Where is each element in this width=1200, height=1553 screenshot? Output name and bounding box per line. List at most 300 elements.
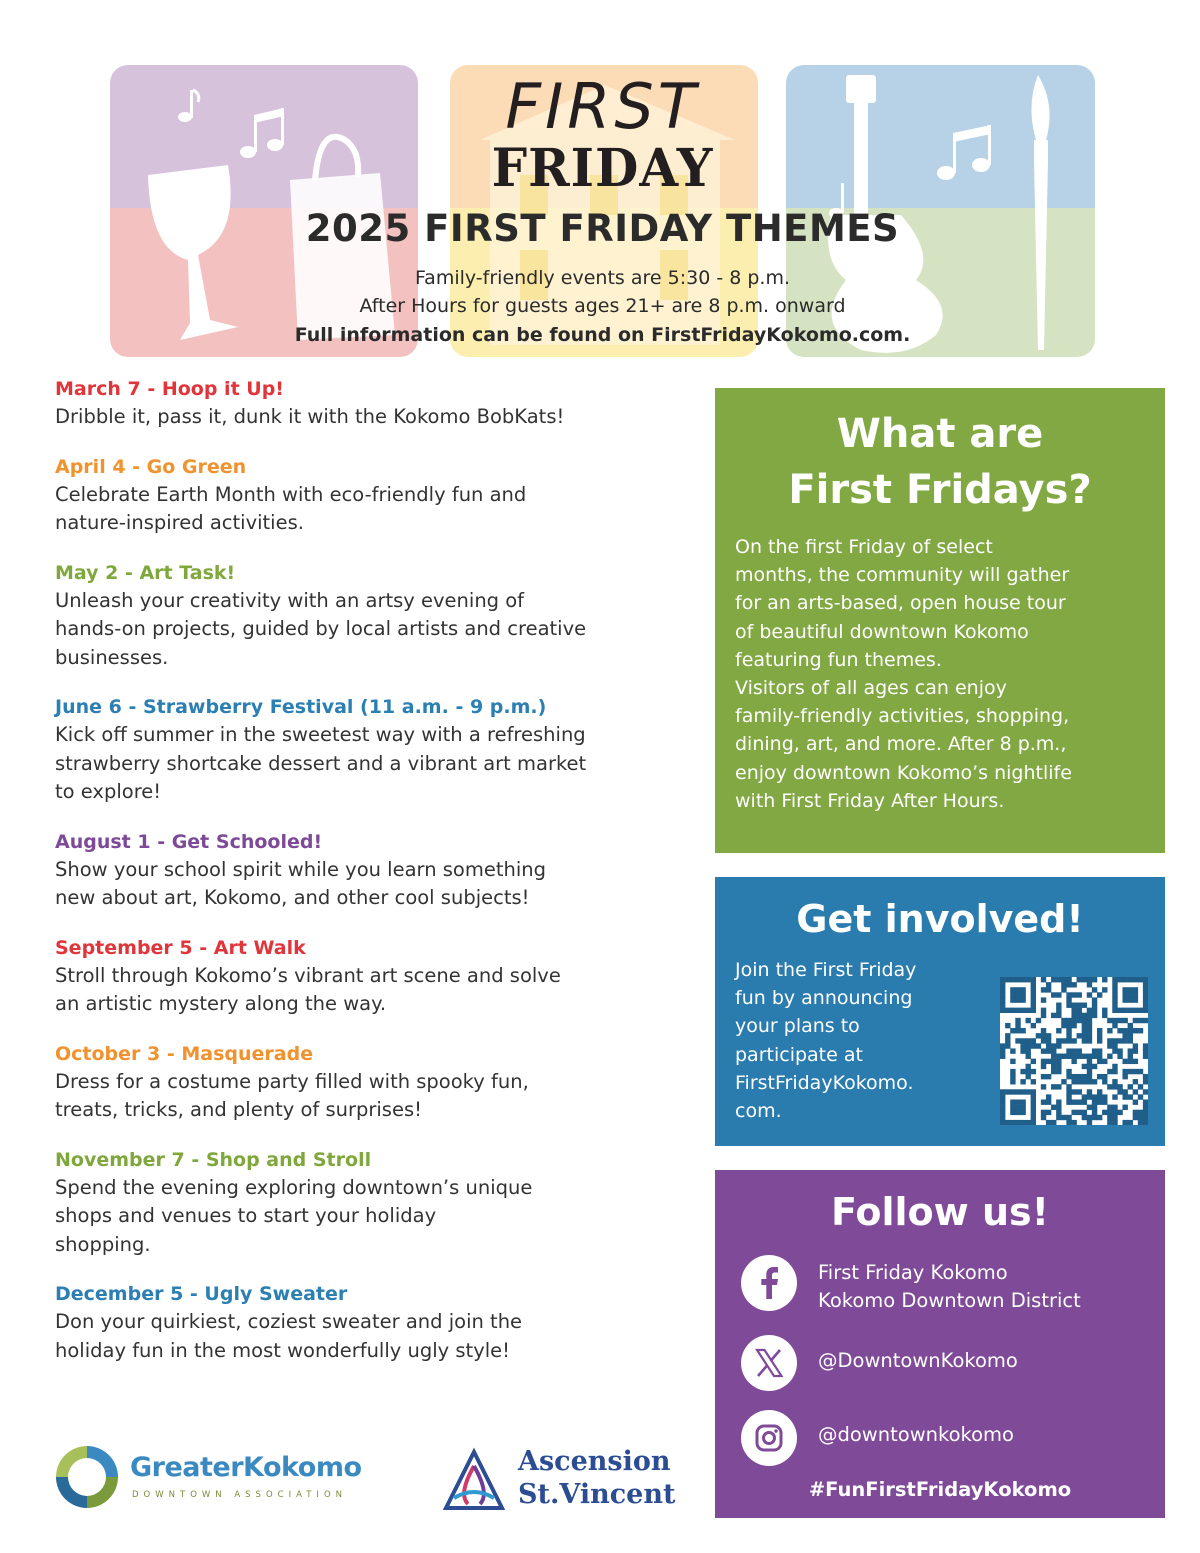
qr-module [1097, 1115, 1102, 1120]
qr-module [1122, 1018, 1127, 1023]
qr-module [1010, 1048, 1015, 1053]
qr-module [1107, 1084, 1112, 1089]
qr-module [1133, 1059, 1138, 1064]
qr-module [1128, 1028, 1133, 1033]
qr-module [1133, 1048, 1138, 1053]
qr-module [1122, 1028, 1127, 1033]
qr-module [1051, 1043, 1056, 1048]
qr-module [1031, 1023, 1036, 1028]
what-body: On the first Friday of select months, the community will gather for an arts-based, open house tour of beautiful downtown Kokomo featuring fun themes. Visitors of all ages can enjoy family-friendly activities, shopping, dining, art, and more. After 8 p.m., enjoy downtown Kokomo’s nightlife with First Friday After Hours. [735, 536, 1072, 812]
qr-module [1082, 1023, 1087, 1028]
qr-module [1128, 977, 1133, 982]
qr-module [1117, 1048, 1122, 1053]
qr-module [1056, 1084, 1061, 1089]
qr-module [1097, 1028, 1102, 1033]
qr-module [1000, 992, 1005, 997]
qr-module [1046, 982, 1051, 987]
qr-module [1000, 987, 1005, 992]
qr-module [1010, 1110, 1015, 1115]
qr-module [1128, 987, 1133, 992]
qr-module [1046, 1094, 1051, 1099]
hashtag: #FunFirstFridayKokomo [808, 1478, 1072, 1501]
qr-module [1133, 1028, 1138, 1033]
qr-module [1102, 1013, 1107, 1018]
qr-module [1051, 1054, 1056, 1059]
qr-module [1071, 1003, 1076, 1008]
qr-module [1041, 1064, 1046, 1069]
qr-module [1097, 1099, 1102, 1104]
event-title: April 4 - Go Green [55, 455, 247, 478]
qr-module [1056, 977, 1061, 982]
qr-module [1138, 1110, 1143, 1115]
qr-module [1077, 1018, 1082, 1023]
qr-module [1112, 1003, 1117, 1008]
qr-module [1066, 1038, 1071, 1043]
logo-first-text: FIRST [505, 70, 700, 143]
event-item [55, 1147, 705, 1260]
qr-module [1010, 1059, 1015, 1064]
qr-module [1112, 1079, 1117, 1084]
qr-module [1026, 1008, 1031, 1013]
qr-module [1000, 1043, 1005, 1048]
qr-module [1133, 1008, 1138, 1013]
qr-module [1041, 1013, 1046, 1018]
qr-module [1102, 1110, 1107, 1115]
qr-module [1143, 1115, 1148, 1120]
qr-module [1041, 1008, 1046, 1013]
qr-module [1031, 1008, 1036, 1013]
event-description: Show your school spirit while you learn something new about art, Kokomo, and other cool subjects! [55, 857, 547, 909]
qr-module [1061, 987, 1066, 992]
qr-module [1117, 1054, 1122, 1059]
qr-module [1092, 1048, 1097, 1053]
qr-module [1107, 1038, 1112, 1043]
qr-module [1128, 1054, 1133, 1059]
qr-module [1056, 1059, 1061, 1064]
instagram-icon[interactable] [741, 1410, 797, 1466]
qr-module [1071, 1048, 1076, 1053]
facebook-name-secondary[interactable]: Kokomo Downtown District [818, 1289, 1081, 1312]
qr-module [1031, 1003, 1036, 1008]
qr-module [1133, 1069, 1138, 1074]
qr-module [1071, 992, 1076, 997]
qr-module [1066, 977, 1071, 982]
qr-module [1046, 1120, 1051, 1125]
qr-module [1143, 1120, 1148, 1125]
qr-module [1112, 987, 1117, 992]
qr-module [1107, 1018, 1112, 1023]
event-item [55, 1041, 705, 1125]
qr-module [1087, 1033, 1092, 1038]
qr-module [1143, 1018, 1148, 1023]
qr-module [1005, 1038, 1010, 1043]
qr-module [1071, 1059, 1076, 1064]
qr-module [1015, 1089, 1020, 1094]
qr-module [1097, 1033, 1102, 1038]
qr-module [1066, 1084, 1071, 1089]
event-item [55, 560, 705, 673]
x-handle[interactable]: @DowntownKokomo [818, 1349, 1018, 1372]
qr-module [1061, 1023, 1066, 1028]
qr-module [1041, 1074, 1046, 1079]
header-banner [110, 65, 1095, 357]
qr-module [1031, 1110, 1036, 1115]
qr-module [1138, 1094, 1143, 1099]
qr-module [1010, 1105, 1015, 1110]
qr-module [1066, 992, 1071, 997]
qr-module [1107, 1069, 1112, 1074]
qr-module [1092, 1054, 1097, 1059]
qr-module [1031, 1094, 1036, 1099]
qr-module [1020, 1008, 1025, 1013]
qr-module [1087, 982, 1092, 987]
qr-module [1077, 1033, 1082, 1038]
qr-module [1092, 1008, 1097, 1013]
qr-module [1122, 1089, 1127, 1094]
qr-module [1041, 1084, 1046, 1089]
qr-module [1122, 1069, 1127, 1074]
qr-module [1087, 1018, 1092, 1023]
qr-module [1026, 1038, 1031, 1043]
qr-module [1087, 1105, 1092, 1110]
qr-module [1061, 1054, 1066, 1059]
logo-friday-text: FRIDAY [491, 136, 714, 199]
qr-module [1015, 1028, 1020, 1033]
event-description: Dribble it, pass it, dunk it with the Kokomo BobKats! [55, 405, 565, 428]
qr-module [1015, 1023, 1020, 1028]
qr-module [1000, 997, 1005, 1002]
qr-module [1122, 1038, 1127, 1043]
qr-module [1010, 1074, 1015, 1079]
qr-module [1026, 1043, 1031, 1048]
qr-module [1000, 1089, 1005, 1094]
qr-module [1117, 1008, 1122, 1013]
qr-module [1077, 1003, 1082, 1008]
qr-module [1087, 1115, 1092, 1120]
qr-module [1010, 987, 1015, 992]
qr-module [1143, 1043, 1148, 1048]
event-title: December 5 - Ugly Sweater [55, 1283, 348, 1305]
qr-module [1087, 1028, 1092, 1033]
qr-module [1056, 1013, 1061, 1018]
qr-module [1000, 1003, 1005, 1008]
involved-title: Get involved! [796, 897, 1084, 941]
qr-module [1061, 977, 1066, 982]
qr-module [1010, 1069, 1015, 1074]
qr-module [1102, 1074, 1107, 1079]
qr-module [1066, 1089, 1071, 1094]
qr-module [1082, 1018, 1087, 1023]
qr-module [1071, 1089, 1076, 1094]
event-description: Celebrate Earth Month with eco-friendly fun and nature-inspired activities. [55, 482, 527, 534]
qr-module [1077, 977, 1082, 982]
qr-module [1066, 1074, 1071, 1079]
qr-module [1097, 1054, 1102, 1059]
qr-module [1092, 997, 1097, 1002]
qr-module [1020, 992, 1025, 997]
qr-module [1056, 1064, 1061, 1069]
qr-module [1005, 1089, 1010, 1094]
qr-module [1143, 1054, 1148, 1059]
qr-module [1020, 1120, 1025, 1125]
qr-module [1031, 1099, 1036, 1104]
event-description: Spend the evening exploring downtown’s unique shops and venues to start your holiday shopping. [55, 1175, 533, 1256]
qr-module [1020, 1105, 1025, 1110]
qr-module [1046, 1038, 1051, 1043]
qr-module [1112, 992, 1117, 997]
qr-module [1066, 997, 1071, 1002]
event-description: Unleash your creativity with an artsy evening of hands-on projects, guided by local artists and creative businesses. [55, 588, 587, 669]
qr-module [1031, 977, 1036, 982]
qr-module [1143, 997, 1148, 1002]
qr-module [1010, 977, 1015, 982]
qr-module [1138, 1115, 1143, 1120]
qr-module [1046, 1074, 1051, 1079]
qr-module [1020, 1099, 1025, 1104]
qr-module [1041, 1028, 1046, 1033]
qr-module [1026, 1048, 1031, 1053]
qr-module [1122, 1033, 1127, 1038]
qr-module [1005, 1043, 1010, 1048]
qr-module [1005, 1008, 1010, 1013]
qr-module [1036, 1043, 1041, 1048]
qr-module [1020, 1089, 1025, 1094]
ascension-trinity-icon [438, 1446, 510, 1518]
qr-module [1128, 1023, 1133, 1028]
qr-module [1138, 977, 1143, 982]
qr-code-pattern [1000, 977, 1148, 1125]
qr-module [1077, 992, 1082, 997]
qr-module [1020, 997, 1025, 1002]
qr-module [1122, 1059, 1127, 1064]
qr-module [1092, 1003, 1097, 1008]
event-title: August 1 - Get Schooled! [55, 830, 323, 853]
qr-module [1031, 1105, 1036, 1110]
facebook-name[interactable]: First Friday Kokomo [818, 1261, 1008, 1284]
qr-module [1082, 1038, 1087, 1043]
qr-module [1020, 1038, 1025, 1043]
qr-module [1036, 1033, 1041, 1038]
qr-module [1071, 1120, 1076, 1125]
qr-module [1026, 1069, 1031, 1074]
qr-module [1102, 987, 1107, 992]
qr-module [1143, 1074, 1148, 1079]
qr-module [1041, 1038, 1046, 1043]
qr-module [1143, 1003, 1148, 1008]
qr-module [1000, 1054, 1005, 1059]
qr-module [1102, 1059, 1107, 1064]
event-title: May 2 - Art Task! [55, 561, 236, 584]
qr-module [1046, 1048, 1051, 1053]
event-title: September 5 - Art Walk [55, 936, 306, 959]
qr-module [1010, 1008, 1015, 1013]
qr-module [1031, 1115, 1036, 1120]
qr-module [1128, 992, 1133, 997]
qr-module [1122, 1120, 1127, 1125]
qr-module [1128, 1038, 1133, 1043]
event-description: Dress for a costume party filled with spooky fun, treats, tricks, and plenty of surprises! [55, 1069, 529, 1121]
qr-module [1015, 1110, 1020, 1115]
qr-module [1143, 1079, 1148, 1084]
qr-module [1092, 1115, 1097, 1120]
qr-module [1066, 1023, 1071, 1028]
qr-module [1143, 987, 1148, 992]
qr-module [1112, 1115, 1117, 1120]
event-item [55, 935, 705, 1019]
qr-module [1112, 997, 1117, 1002]
qr-module [1092, 1099, 1097, 1104]
qr-module [1082, 1054, 1087, 1059]
qr-module [1000, 1048, 1005, 1053]
qr-module [1036, 1018, 1041, 1023]
qr-module [1056, 1003, 1061, 1008]
qr-module [1071, 1013, 1076, 1018]
event-item [55, 454, 705, 538]
qr-module [1066, 1048, 1071, 1053]
qr-module [1122, 977, 1127, 982]
instagram-handle[interactable]: @downtownkokomo [818, 1423, 1014, 1446]
qr-module [1026, 1074, 1031, 1079]
page-title: 2025 FIRST FRIDAY THEMES [305, 207, 900, 250]
qr-module [1020, 1043, 1025, 1048]
qr-module [1015, 997, 1020, 1002]
qr-module [1092, 1013, 1097, 1018]
qr-module [1015, 1038, 1020, 1043]
qr-module [1138, 1008, 1143, 1013]
qr-module [1071, 982, 1076, 987]
qr-module [1031, 982, 1036, 987]
qr-module [1051, 1064, 1056, 1069]
qr-module [1133, 1099, 1138, 1104]
qr-module [1082, 1028, 1087, 1033]
qr-module [1138, 1018, 1143, 1023]
qr-module [1128, 1059, 1133, 1064]
qr-module [1000, 1110, 1005, 1115]
qr-module [1000, 977, 1005, 982]
ascension-name-line2: St.Vincent [518, 1479, 676, 1510]
qr-module [1107, 1110, 1112, 1115]
qr-module [1092, 1105, 1097, 1110]
qr-module [1133, 1110, 1138, 1115]
qr-module [1071, 1038, 1076, 1043]
qr-module [1061, 982, 1066, 987]
event-item [55, 829, 705, 913]
event-item [55, 376, 705, 432]
qr-module [1092, 977, 1097, 982]
qr-module [1133, 1018, 1138, 1023]
qr-module [1000, 1008, 1005, 1013]
qr-module [1112, 1110, 1117, 1115]
qr-module [1020, 1110, 1025, 1115]
event-title: November 7 - Shop and Stroll [55, 1148, 372, 1171]
qr-module [1056, 992, 1061, 997]
qr-module [1122, 992, 1127, 997]
qr-module [1112, 982, 1117, 987]
qr-module [1010, 1099, 1015, 1104]
qr-module [1128, 1008, 1133, 1013]
qr-module [1066, 1069, 1071, 1074]
qr-module [1097, 1074, 1102, 1079]
qr-module [1143, 1099, 1148, 1104]
qr-module [1056, 1043, 1061, 1048]
qr-module [1000, 1105, 1005, 1110]
qr-module [1000, 1115, 1005, 1120]
qr-module [1015, 1105, 1020, 1110]
qr-module [1031, 1089, 1036, 1094]
qr-module [1102, 1099, 1107, 1104]
qr-module [1077, 1008, 1082, 1013]
qr-module [1041, 1033, 1046, 1038]
qr-module [1056, 1008, 1061, 1013]
qr-module [1143, 1048, 1148, 1053]
qr-module [1112, 1105, 1117, 1110]
qr-module [1117, 1028, 1122, 1033]
qr-module [1026, 1054, 1031, 1059]
qr-module [1133, 992, 1138, 997]
qr-module [1097, 992, 1102, 997]
qr-module [1122, 1105, 1127, 1110]
qr-module [1066, 1028, 1071, 1033]
x-icon[interactable] [741, 1335, 797, 1391]
qr-code[interactable] [1000, 977, 1148, 1125]
qr-module [1010, 1028, 1015, 1033]
qr-module [1041, 1048, 1046, 1053]
qr-module [1128, 1069, 1133, 1074]
event-description: Stroll through Kokomo’s vibrant art scene and solve an artistic mystery along the way. [55, 963, 561, 1015]
qr-module [1133, 1079, 1138, 1084]
qr-module [1133, 997, 1138, 1002]
qr-module [1066, 1099, 1071, 1104]
ascension-st-vincent-logo [438, 1440, 698, 1520]
greater-kokomo-name: GreaterKokomo [130, 1452, 362, 1483]
qr-module [1087, 1059, 1092, 1064]
event-item [55, 694, 705, 807]
greater-kokomo-swirl-icon [50, 1440, 124, 1514]
qr-module [1143, 1008, 1148, 1013]
qr-module [1056, 1038, 1061, 1043]
qr-module [1117, 1018, 1122, 1023]
qr-module [1092, 1079, 1097, 1084]
facebook-icon[interactable] [741, 1255, 797, 1311]
qr-module [1051, 977, 1056, 982]
qr-module [1071, 1054, 1076, 1059]
qr-module [1112, 1023, 1117, 1028]
qr-module [1061, 1018, 1066, 1023]
qr-module [1077, 1110, 1082, 1115]
qr-module [1082, 1094, 1087, 1099]
qr-module [1087, 1079, 1092, 1084]
qr-module [1041, 987, 1046, 992]
qr-module [1087, 1069, 1092, 1074]
qr-module [1082, 1079, 1087, 1084]
qr-module [1128, 1084, 1133, 1089]
qr-module [1051, 1069, 1056, 1074]
qr-module [1112, 1069, 1117, 1074]
qr-module [1056, 1028, 1061, 1033]
what-are-first-fridays-box [715, 388, 1165, 853]
qr-module [1031, 1038, 1036, 1043]
qr-module [1066, 1018, 1071, 1023]
qr-module [1051, 1120, 1056, 1125]
qr-module [1087, 1038, 1092, 1043]
qr-module [1112, 1018, 1117, 1023]
qr-module [1051, 1105, 1056, 1110]
qr-module [1122, 1094, 1127, 1099]
qr-module [1117, 1089, 1122, 1094]
qr-module [1015, 992, 1020, 997]
qr-module [1026, 1120, 1031, 1125]
qr-module [1005, 1120, 1010, 1125]
